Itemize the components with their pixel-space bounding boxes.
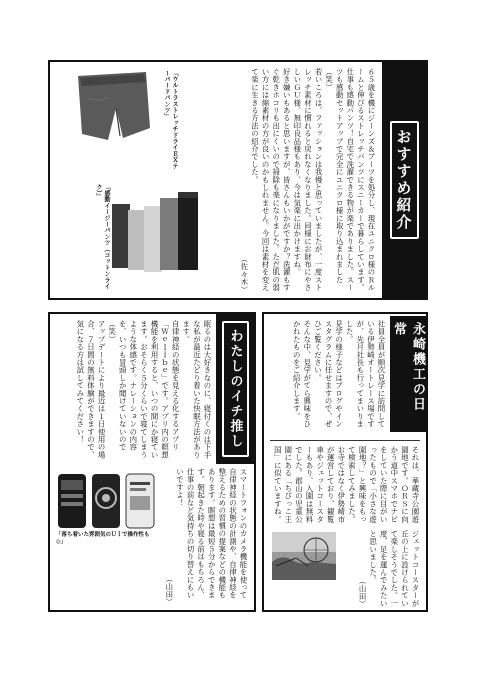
app-caption: 「落ち着いた雰囲気のＵＩで操作性も◎」 bbox=[56, 532, 150, 545]
recommend-title-band bbox=[382, 62, 426, 298]
myfavorite-body-lower bbox=[156, 468, 248, 606]
nagasaki-author: （山田） bbox=[358, 577, 368, 608]
myfavorite-title: わたしのイチ推し bbox=[222, 321, 249, 457]
nagasaki-section bbox=[262, 312, 428, 612]
nagasaki-paragraph: 見学の様子などはブログやインスタグラムに任せますので、ぜひご覧ください。 bbox=[313, 320, 344, 428]
caption-bottom: 「感動イージーパンツ（コットンライク）」 bbox=[95, 184, 110, 290]
nagasaki-title-band bbox=[390, 314, 426, 434]
nagasaki-paragraph: ジェットコースターが丘の上に設けられていて楽しそうでした。一度、足を運んでみたいと思いました。 bbox=[368, 530, 420, 607]
pants-photo-bottom bbox=[108, 184, 204, 280]
nagasaki-title: 永崎機工の日常 bbox=[385, 314, 428, 434]
nagasaki-paragraph: そんな中、見学がてら興味をひかれたものをご紹介します。 bbox=[292, 320, 312, 428]
nagasaki-body-upper bbox=[268, 320, 386, 432]
nagasaki-body-photo-side bbox=[340, 530, 420, 608]
nagasaki-body-lower bbox=[268, 446, 420, 526]
recommend-body bbox=[176, 68, 376, 293]
amusement-park-photo bbox=[272, 532, 336, 580]
myfavorite-paragraph: 自律神経の状態を見える化するアプリ「Ｗｅｌｌｂｅ」です。アプリ内の瞑想機能を利用すると、いつの間にか寝ています。おそらく５分くらいで寝てしまうような体感です。ナレーションの内容を、いつも冒頭しか聞けていないので（笑） bbox=[107, 320, 181, 459]
nagasaki-paragraph: お寺ではなく伊勢崎市が運営しており、観覧車やジェットコースターもあり、入園は無料でした。郡山の児童公園にある「ちびっこ王国」に似ていますね。 bbox=[273, 446, 346, 523]
myfavorite-paragraph: 眠るのは大好きなのに、寝付くのは下手な私が最近たどり着いた快眠方法があります。 bbox=[181, 320, 212, 459]
myfavorite-paragraph: アップデートにより最近は１日使用の場合、７日間の無料体験ができますので、気になる方は試してみてください！ bbox=[75, 320, 107, 459]
myfavorite-section bbox=[48, 312, 256, 612]
recommend-paragraph: ６５歳を機にジーンズ＆ブーツを処分し、現在ユニクロ様のＲルームと伸びるストレッチパンツにスニーカーで暮らしています。仕事も感動パンツ！自宅で洗濯できる物が楽でありました。スーツも感動セットアップで完全にユニクロ様に取り込まれました（笑） bbox=[324, 68, 376, 292]
caption-top: 「ウルトラストレッチドライＥＸテーパードパンツ」 bbox=[163, 70, 178, 170]
app-screenshots bbox=[56, 472, 156, 530]
myfavorite-body-upper bbox=[54, 320, 212, 460]
recommend-paragraph: 好き嫌いもあると思いますが、皆さんもいかがですか？洗濯もすぐ乾きホコリも出にくいので掃除も楽になりました。ただ肌の弱い方には綿素材の方が良いのかもしれません。今回は素材を変えて楽に生きる方法の紹介でした。 bbox=[250, 68, 292, 292]
recommend-author: （佐々木） bbox=[239, 254, 249, 293]
recommend-title: おすすめ紹介 bbox=[390, 121, 419, 239]
pants-photo-top bbox=[68, 68, 158, 168]
myfavorite-paragraph: スマートフォンのカメラ機能を使って自律神経の状態の計測や、自律神経を整えるための習慣の提案などの機能もあります。瞑想は最短５分からできます。朝起きた時や寝る前はもちろん、仕事の前など気持ちの切り替えにもいいですよ！ bbox=[175, 468, 248, 599]
myfavorite-author: （山田） bbox=[164, 575, 174, 606]
recommend-section bbox=[48, 60, 428, 300]
recommend-paragraph: 若いころは、ファッションは我慢と思っていましたが、一度ストレッチ素材に慣れると戻れなくなりました。同様にお財布にやさしいＧＵ様、無印良品様もあり、今は気楽に出かけますね。 bbox=[292, 68, 324, 292]
nagasaki-paragraph: 社員全員が順次見学に訪問している伊勢崎オートレース場ですが、先月社長も行ってまいりました。 bbox=[345, 320, 386, 428]
myfavorite-title-band bbox=[216, 314, 254, 464]
nagasaki-paragraph: それは、華蔵寺公園遊園地です。ＯＲＳに向かう道中スマホでナビをしていた際に目がいったもので「小さな遊園地？」と興味をもって検索してみました。 bbox=[347, 446, 420, 523]
